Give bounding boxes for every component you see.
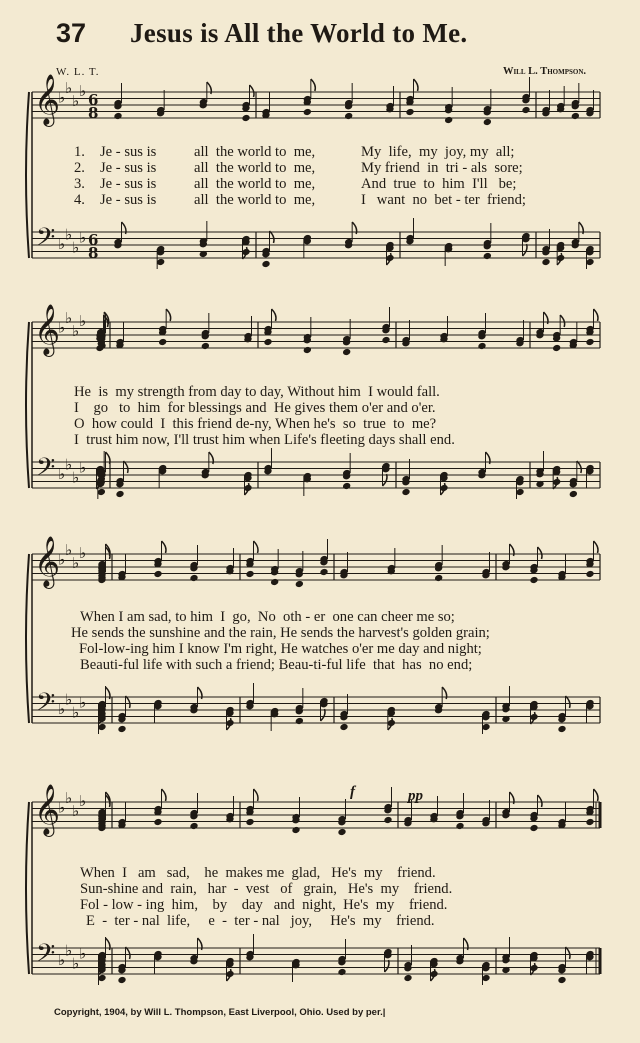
lyric-fragment: all the world to me,	[194, 144, 316, 160]
svg-text:6: 6	[88, 231, 99, 249]
svg-text:♭: ♭	[65, 690, 73, 709]
svg-text:♭: ♭	[58, 88, 66, 107]
lyric-fragment: My friend in tri - als sore;	[361, 160, 523, 176]
svg-text:♭: ♭	[58, 951, 66, 969]
svg-text:♭: ♭	[65, 540, 73, 559]
svg-text:𝄢: 𝄢	[36, 453, 56, 488]
lyric-fragment: all the world to me,	[194, 192, 316, 208]
lyric-fragment: all the world to me,	[194, 176, 316, 192]
svg-text:𝄢: 𝄢	[36, 939, 56, 974]
svg-text:♭: ♭	[79, 944, 87, 963]
svg-text:8: 8	[88, 104, 99, 122]
forte-marking: f	[350, 784, 355, 800]
svg-text:♭: ♭	[72, 954, 80, 973]
music-system-1	[28, 74, 604, 272]
lyric-fragment: Beauti-ful life with such a friend; Beau-ti-ful life that has no end;	[80, 657, 473, 673]
svg-text:♭: ♭	[58, 798, 66, 817]
svg-text:𝄢: 𝄢	[36, 223, 56, 258]
copyright-notice: Copyright, 1904, by Will L. Thompson, East Liverpool, Ohio. Used by per.|	[54, 1007, 386, 1018]
lyric-fragment: My life, my joy, my all;	[361, 144, 515, 160]
svg-text:♭: ♭	[72, 801, 80, 820]
lyric-fragment: I go to him for blessings and He gives them o'er and o'er.	[74, 400, 436, 416]
lyric-fragment: And true to him I'll be;	[361, 176, 517, 192]
svg-text:♭: ♭	[79, 544, 87, 562]
svg-text:♭: ♭	[79, 792, 87, 810]
svg-text:♭: ♭	[72, 703, 80, 722]
lyric-fragment: E - ter - nal life, e - ter - nal joy, He's my friend.	[86, 913, 435, 929]
lyric-fragment: I trust him now, I'll trust him when Life's fleeting days shall end.	[74, 432, 455, 448]
lyric-fragment: He is my strength from day to day, Without him I would fall.	[74, 384, 440, 400]
svg-text:♭: ♭	[65, 308, 73, 327]
svg-text:♭: ♭	[79, 458, 87, 477]
svg-text:♭: ♭	[79, 312, 87, 330]
lyric-fragment: O how could I this friend de-ny, When he's so true to me?	[74, 416, 437, 432]
svg-text:𝄞: 𝄞	[34, 536, 61, 587]
svg-text:♭: ♭	[72, 91, 80, 110]
svg-text:♭: ♭	[65, 455, 73, 474]
svg-text:♭: ♭	[58, 235, 66, 253]
svg-text:♭: ♭	[72, 321, 80, 340]
svg-text:𝄞: 𝄞	[34, 304, 61, 355]
verse-number: 2.	[74, 160, 85, 176]
music-system-3	[28, 536, 604, 738]
svg-text:8: 8	[88, 244, 99, 262]
verse-number: 1.	[74, 144, 85, 160]
lyric-fragment: Fol - low - ing him, by day and night, He's my friend.	[80, 897, 448, 913]
svg-text:♭: ♭	[58, 318, 66, 337]
verse-number: 4.	[74, 192, 85, 208]
lyric-fragment: When I am sad, to him I go, No oth - er one can cheer me so;	[80, 609, 455, 625]
lyric-fragment: He sends the sunshine and the rain, He sends the harvest's golden grain;	[71, 625, 490, 641]
svg-text:♭: ♭	[79, 693, 87, 712]
music-attribution: Will L. Thompson.	[502, 66, 586, 77]
verse-number: 3.	[74, 176, 85, 192]
svg-text:♭: ♭	[65, 941, 73, 960]
svg-text:♭: ♭	[72, 238, 80, 257]
lyric-fragment: Je - sus is	[100, 144, 157, 160]
svg-text:♭: ♭	[72, 553, 80, 572]
hymn-number: 37	[56, 18, 87, 48]
svg-text:♭: ♭	[58, 465, 66, 483]
music-system-2	[28, 304, 604, 508]
svg-text:6: 6	[88, 91, 99, 109]
lyric-fragment: When I am sad, he makes me glad, He's my friend.	[80, 865, 436, 881]
pianissimo-marking: pp	[408, 788, 423, 804]
lyric-fragment: Je - sus is	[100, 176, 157, 192]
lyric-fragment: Je - sus is	[100, 160, 157, 176]
svg-text:𝄞: 𝄞	[34, 784, 61, 835]
svg-text:♭: ♭	[58, 700, 66, 718]
lyric-fragment: Fol-low-ing him I know I'm right, He watches o'er me day and night;	[79, 641, 482, 657]
svg-text:♭: ♭	[65, 225, 73, 244]
svg-text:♭: ♭	[58, 550, 66, 569]
svg-text:𝄢: 𝄢	[36, 688, 56, 723]
svg-text:𝄞: 𝄞	[34, 74, 61, 125]
svg-text:♭: ♭	[65, 788, 73, 807]
lyric-fragment: all the world to me,	[194, 160, 316, 176]
svg-text:♭: ♭	[79, 228, 87, 247]
svg-text:♭: ♭	[65, 78, 73, 97]
lyric-fragment: Sun-shine and rain, har - vest of grain, He's my friend.	[80, 881, 453, 897]
lyric-fragment: I want no bet - ter friend;	[361, 192, 526, 208]
lyric-fragment: Je - sus is	[100, 192, 157, 208]
words-attribution: W. L. T.	[56, 66, 100, 78]
svg-text:♭: ♭	[79, 82, 87, 100]
music-system-4	[28, 770, 604, 996]
svg-text:♭: ♭	[72, 468, 80, 487]
hymn-title: Jesus is All the World to Me.	[130, 18, 468, 48]
